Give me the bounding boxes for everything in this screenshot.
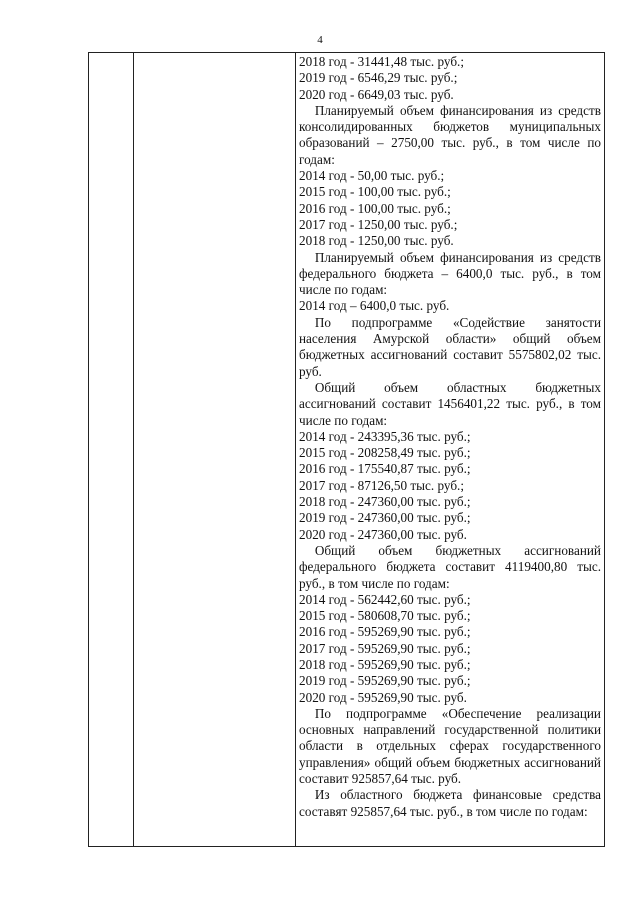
paragraph-regional-budget: Общий объем областных бюджетных ассигнований составит 1456401,22 тыс. руб., в том числе по годам: bbox=[299, 379, 601, 428]
paragraph-federal-financing: Планируемый объем финансирования из средств федерального бюджета – 6400,0 тыс. руб., в том числе по годам: bbox=[299, 249, 601, 298]
year-line: 2014 год – 6400,0 тыс. руб. bbox=[299, 298, 450, 314]
year-line: 2017 год - 595269,90 тыс. руб.; bbox=[299, 640, 471, 656]
year-lines-federal-total bbox=[299, 592, 601, 706]
year-line: 2016 год - 100,00 тыс. руб.; bbox=[299, 200, 451, 216]
year-line: 2016 год - 595269,90 тыс. руб.; bbox=[299, 624, 471, 640]
year-line: 2019 год - 247360,00 тыс. руб.; bbox=[299, 510, 471, 526]
column-divider bbox=[295, 53, 296, 846]
year-line: 2016 год - 175540,87 тыс. руб.; bbox=[299, 461, 471, 477]
year-line: 2018 год - 1250,00 тыс. руб. bbox=[299, 233, 454, 249]
paragraph-employment-subprogram: По подпрограмме «Содействие занятости населения Амурской области» общий объем бюджетных ассигнований составит 5575802,02 тыс. руб. bbox=[299, 314, 601, 379]
year-line: 2019 год - 595269,90 тыс. руб.; bbox=[299, 673, 471, 689]
year-line: 2019 год - 6546,29 тыс. руб.; bbox=[299, 70, 458, 86]
paragraph-regional-funds: Из областного бюджета финансовые средства составят 925857,64 тыс. руб., в том числе по годам: bbox=[299, 787, 601, 819]
year-line: 2020 год - 247360,00 тыс. руб. bbox=[299, 526, 467, 542]
page-number: 4 bbox=[317, 34, 323, 46]
year-line: 2014 год - 243395,36 тыс. руб.; bbox=[299, 428, 471, 444]
year-line: 2015 год - 208258,49 тыс. руб.; bbox=[299, 445, 471, 461]
year-lines-regional bbox=[299, 429, 601, 543]
year-line: 2015 год - 100,00 тыс. руб.; bbox=[299, 184, 451, 200]
year-lines-municipal bbox=[299, 168, 601, 249]
year-line: 2018 год - 31441,48 тыс. руб.; bbox=[299, 54, 464, 69]
year-line: 2014 год - 562442,60 тыс. руб.; bbox=[299, 591, 471, 607]
financing-text-cell bbox=[299, 54, 601, 820]
year-line: 2015 год - 580608,70 тыс. руб.; bbox=[299, 608, 471, 624]
column-divider bbox=[133, 53, 134, 846]
year-line: 2014 год - 50,00 тыс. руб.; bbox=[299, 168, 445, 184]
paragraph-municipal-financing: Планируемый объем финансирования из средств консолидированных бюджетов муниципальных образований – 2750,00 тыс. руб., в том числе по годам: bbox=[299, 102, 601, 167]
paragraph-policy-subprogram: По подпрограмме «Обеспечение реализации основных направлений государственной политики области в отдельных сферах государственного управления» общий объем бюджетных ассигнований составит 925857,64 тыс. руб. bbox=[299, 705, 601, 787]
year-lines-2018-2020 bbox=[299, 54, 601, 103]
year-line: 2020 год - 6649,03 тыс. руб. bbox=[299, 86, 454, 102]
year-line: 2017 год - 87126,50 тыс. руб.; bbox=[299, 477, 464, 493]
paragraph-federal-total: Общий объем бюджетных ассигнований федерального бюджета составит 4119400,80 тыс. руб., в том числе по годам: bbox=[299, 542, 601, 591]
year-line: 2017 год - 1250,00 тыс. руб.; bbox=[299, 216, 458, 232]
year-line: 2020 год - 595269,90 тыс. руб. bbox=[299, 689, 467, 705]
year-lines-federal bbox=[299, 298, 601, 314]
year-line: 2018 год - 247360,00 тыс. руб.; bbox=[299, 494, 471, 510]
year-line: 2018 год - 595269,90 тыс. руб.; bbox=[299, 656, 471, 672]
